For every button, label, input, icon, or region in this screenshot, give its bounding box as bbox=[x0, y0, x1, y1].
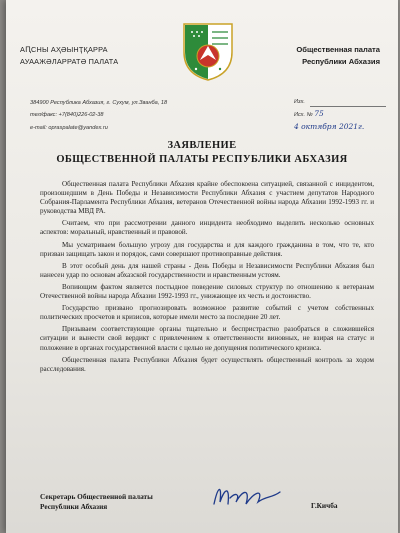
phone-text: тел/факс: +7(840)226-02-38 bbox=[30, 112, 104, 119]
number-line bbox=[294, 108, 394, 121]
document-title: ЗАЯВЛЕНИЕ bbox=[167, 140, 237, 151]
address-text: 384900 Республика Абхазия, г. Сухум, ул.Званба, 18 bbox=[30, 100, 168, 106]
registry-block bbox=[294, 97, 394, 134]
paragraph: Считаем, что при рассмотрении данного инцидента необходимо выделить несколько основных аспектов: моральный, нравственный и правовой. bbox=[40, 219, 374, 237]
paragraph: Общественная палата Республики Абхазия будет осуществлять общественный контроль за ходом расследования. bbox=[40, 355, 374, 373]
paragraph: Общественная палата Республики Абхазия крайне обеспокоена ситуацией, связанной с инцидентом, произошедшим в День Победы и Независимости Республики Абхазия с участием депутатов Народного Собрания-Парламента Республики Абхазия, ветеранов Отечественной войны народа Абхазии 1992-1993 гг. и руководства МВД РА. bbox=[40, 180, 374, 216]
document-page bbox=[6, 0, 398, 533]
header-russian-line2: Республики Абхазия bbox=[302, 57, 380, 66]
document-subtitle: ОБЩЕСТВЕННОЙ ПАЛАТЫ РЕСПУБЛИКИ АБХАЗИЯ bbox=[56, 154, 348, 165]
number-label: Исх. № bbox=[294, 112, 313, 118]
statement-body bbox=[40, 180, 374, 377]
signatory-title-line1: Секретарь Общественной палаты bbox=[40, 492, 153, 501]
handwritten-date: 4 октября 2021г. bbox=[294, 122, 365, 131]
paragraph: Государство призвано прогнозировать возможное развитие событий с учетом собственных политических просчетов и кризисов, которые имели место за последние 20 лет. bbox=[40, 304, 374, 322]
date-label-line bbox=[294, 97, 394, 108]
coat-of-arms-icon bbox=[182, 22, 234, 82]
number-value: 75 bbox=[314, 109, 324, 118]
paragraph: Призываем соответствующие органы тщательно и беспристрастно разобраться в сложившейся ситуации и вынести свой вердикт с привлечением к ответственности виновных, не взирая на статус и положение в органах государственной власти с целью не допущения политического кризиса. bbox=[40, 325, 374, 352]
header-abkhaz bbox=[20, 44, 150, 68]
header-russian bbox=[230, 44, 380, 68]
header-abkhaz-line2: АУААЖӘЛАРРАТӘ ПАЛАТА bbox=[20, 57, 119, 66]
signatory-name: Г.Кичба bbox=[311, 501, 338, 510]
email-text: e-mail: opraspalate@yandex.ru bbox=[30, 124, 108, 131]
handwritten-signature bbox=[206, 478, 286, 512]
paragraph: В этот особый день для нашей страны - День Победы и Независимости Республики Абхазия был нанесен удар по основам абхазской государственности и нравственным устоям. bbox=[40, 261, 374, 279]
header-abkhaz-line1: АԤСНЫ АҲӘЫНҬҚАРРА bbox=[20, 45, 108, 54]
paragraph: Мы усматриваем большую угрозу для государства и для каждого гражданина в том, что те, кто призван защищать закон и порядок, сами совершают противоправные действия. bbox=[40, 240, 374, 258]
contact-block bbox=[30, 97, 250, 134]
signatory-title-line2: Республики Абхазия bbox=[40, 501, 108, 511]
signatory-title bbox=[40, 492, 200, 511]
header-russian-line1: Общественная палата bbox=[296, 45, 380, 54]
written-date-line bbox=[294, 121, 394, 134]
date-label: Изх. bbox=[294, 99, 305, 105]
paragraph: Вопиющим фактом является постыдное поведение силовых структур по отношению к ветеранам Отечественной войны народа Абхазии 1992-1993 гг., унижающее их честь и достоинство. bbox=[40, 282, 374, 301]
